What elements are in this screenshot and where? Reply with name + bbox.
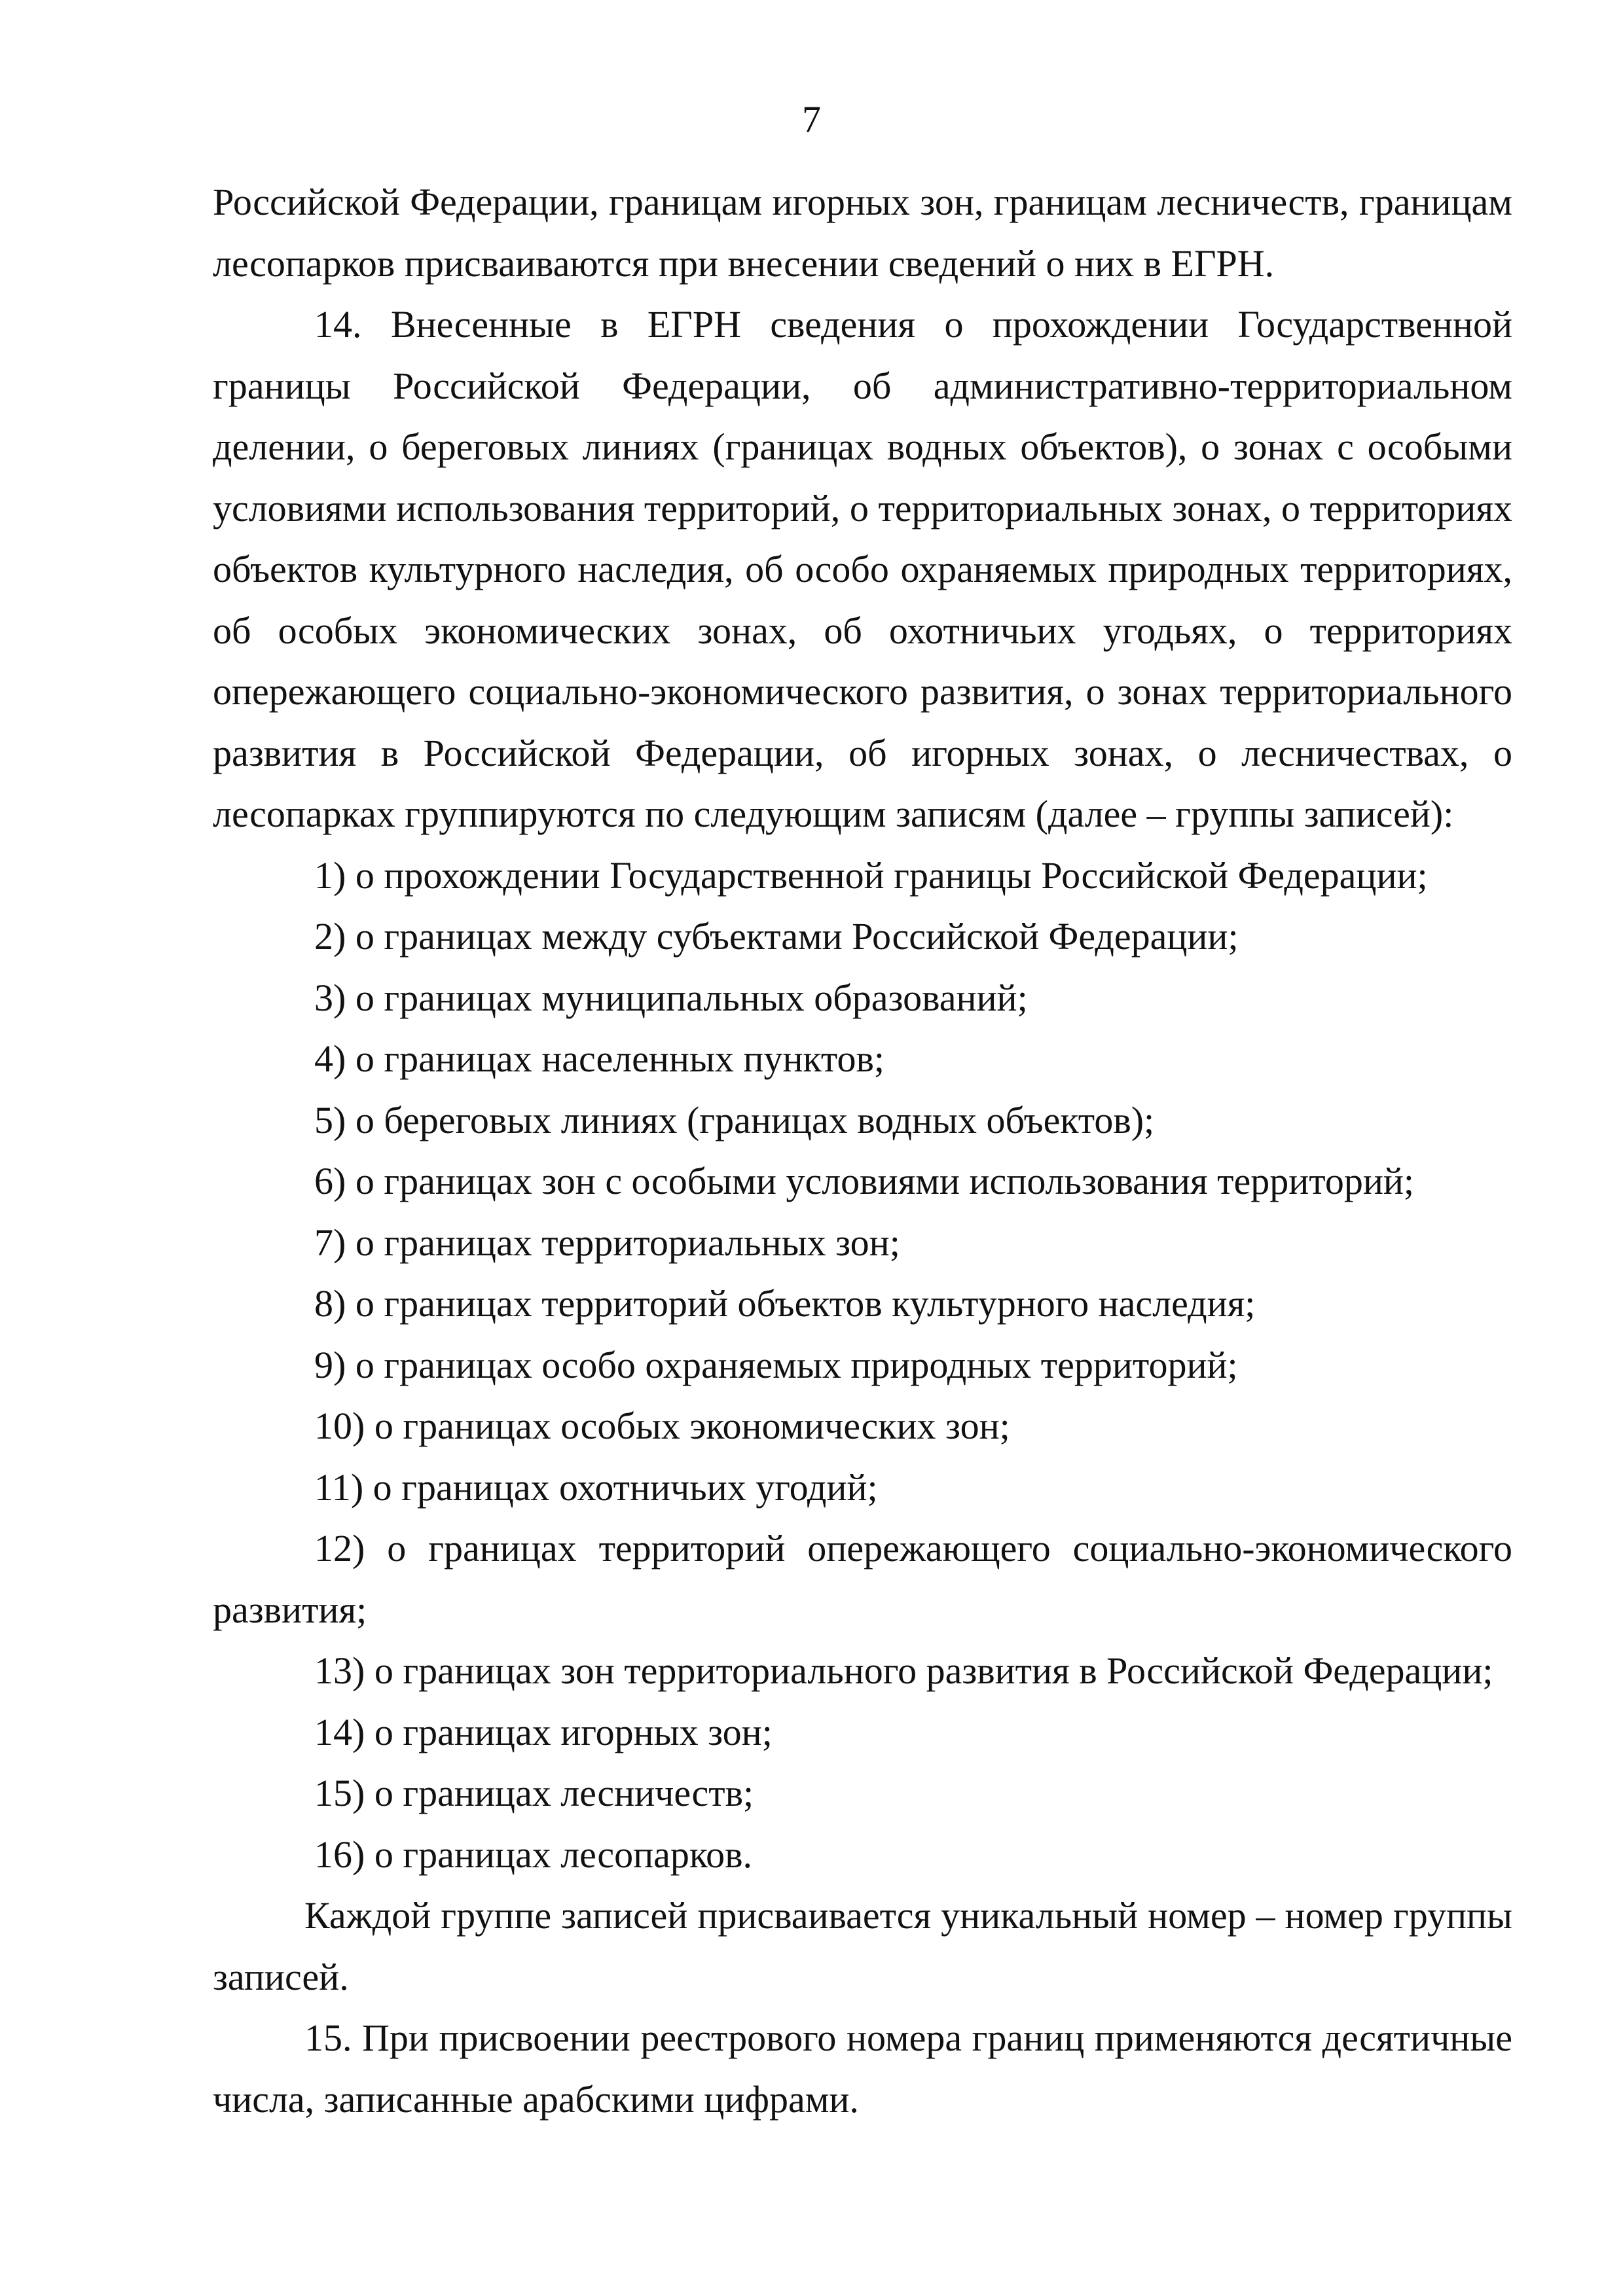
list-item: 8) о границах территорий объектов культурного наследия; bbox=[314, 1282, 1256, 1325]
list-item: 9) о границах особо охраняемых природных территорий; bbox=[314, 1343, 1238, 1386]
list-item: 14) о границах игорных зон; bbox=[314, 1710, 773, 1753]
list-item: 3) о границах муниципальных образований; bbox=[314, 976, 1028, 1019]
document-body bbox=[213, 171, 1512, 2130]
paragraph-item-15: 15. При присвоении реестрового номера границ применяются десятичные числа, записанные арабскими цифрами. bbox=[213, 2017, 1512, 2121]
page-number: 7 bbox=[802, 98, 821, 141]
paragraph-groups-note: Каждой группе записей присваивается уникальный номер – номер группы записей. bbox=[213, 1894, 1512, 1998]
list-item: 2) о границах между субъектами Российской Федерации; bbox=[314, 915, 1239, 958]
paragraph-item-14: 14. Внесенные в ЕГРН сведения о прохождении Государственной границы Российской Федерации, об административно-территориальном делении, о береговых линиях (границах водных объектов), о зонах с особыми условиями использования территорий, о территориальных зонах, о территориях объектов культурного наследия, об особо охраняемых природных территориях, об особых экономических зонах, об охотничьих угодьях, о территориях опережающего социально-экономического развития, о зонах территориального развития в Российской Федерации, об игорных зонах, о лесничествах, о лесопарках группируются по следующим записям (далее – группы записей): bbox=[213, 303, 1512, 835]
list-item: 4) о границах населенных пунктов; bbox=[314, 1037, 884, 1080]
list-item: 16) о границах лесопарков. bbox=[314, 1833, 752, 1876]
list-item: 6) о границах зон с особыми условиями использования территорий; bbox=[314, 1160, 1415, 1202]
list-item: 5) о береговых линиях (границах водных объектов); bbox=[314, 1098, 1155, 1141]
list-item: 12) о границах территорий опережающего социально-экономического развития; bbox=[213, 1527, 1512, 1631]
list-item: 11) о границах охотничьих угодий; bbox=[314, 1465, 878, 1509]
paragraph-continuation: Российской Федерации, границам игорных зон, границам лесничеств, границам лесопарков присваиваются при внесении сведений о них в ЕГРН. bbox=[213, 181, 1512, 285]
list-item: 15) о границах лесничеств; bbox=[314, 1772, 754, 1814]
list-item: 1) о прохождении Государственной границы Российской Федерации; bbox=[314, 853, 1428, 897]
record-groups-list bbox=[213, 845, 1512, 1886]
list-item: 13) о границах зон территориального развития в Российской Федерации; bbox=[314, 1649, 1493, 1692]
list-item: 7) о границах территориальных зон; bbox=[314, 1221, 900, 1264]
list-item: 10) о границах особых экономических зон; bbox=[314, 1405, 1010, 1447]
